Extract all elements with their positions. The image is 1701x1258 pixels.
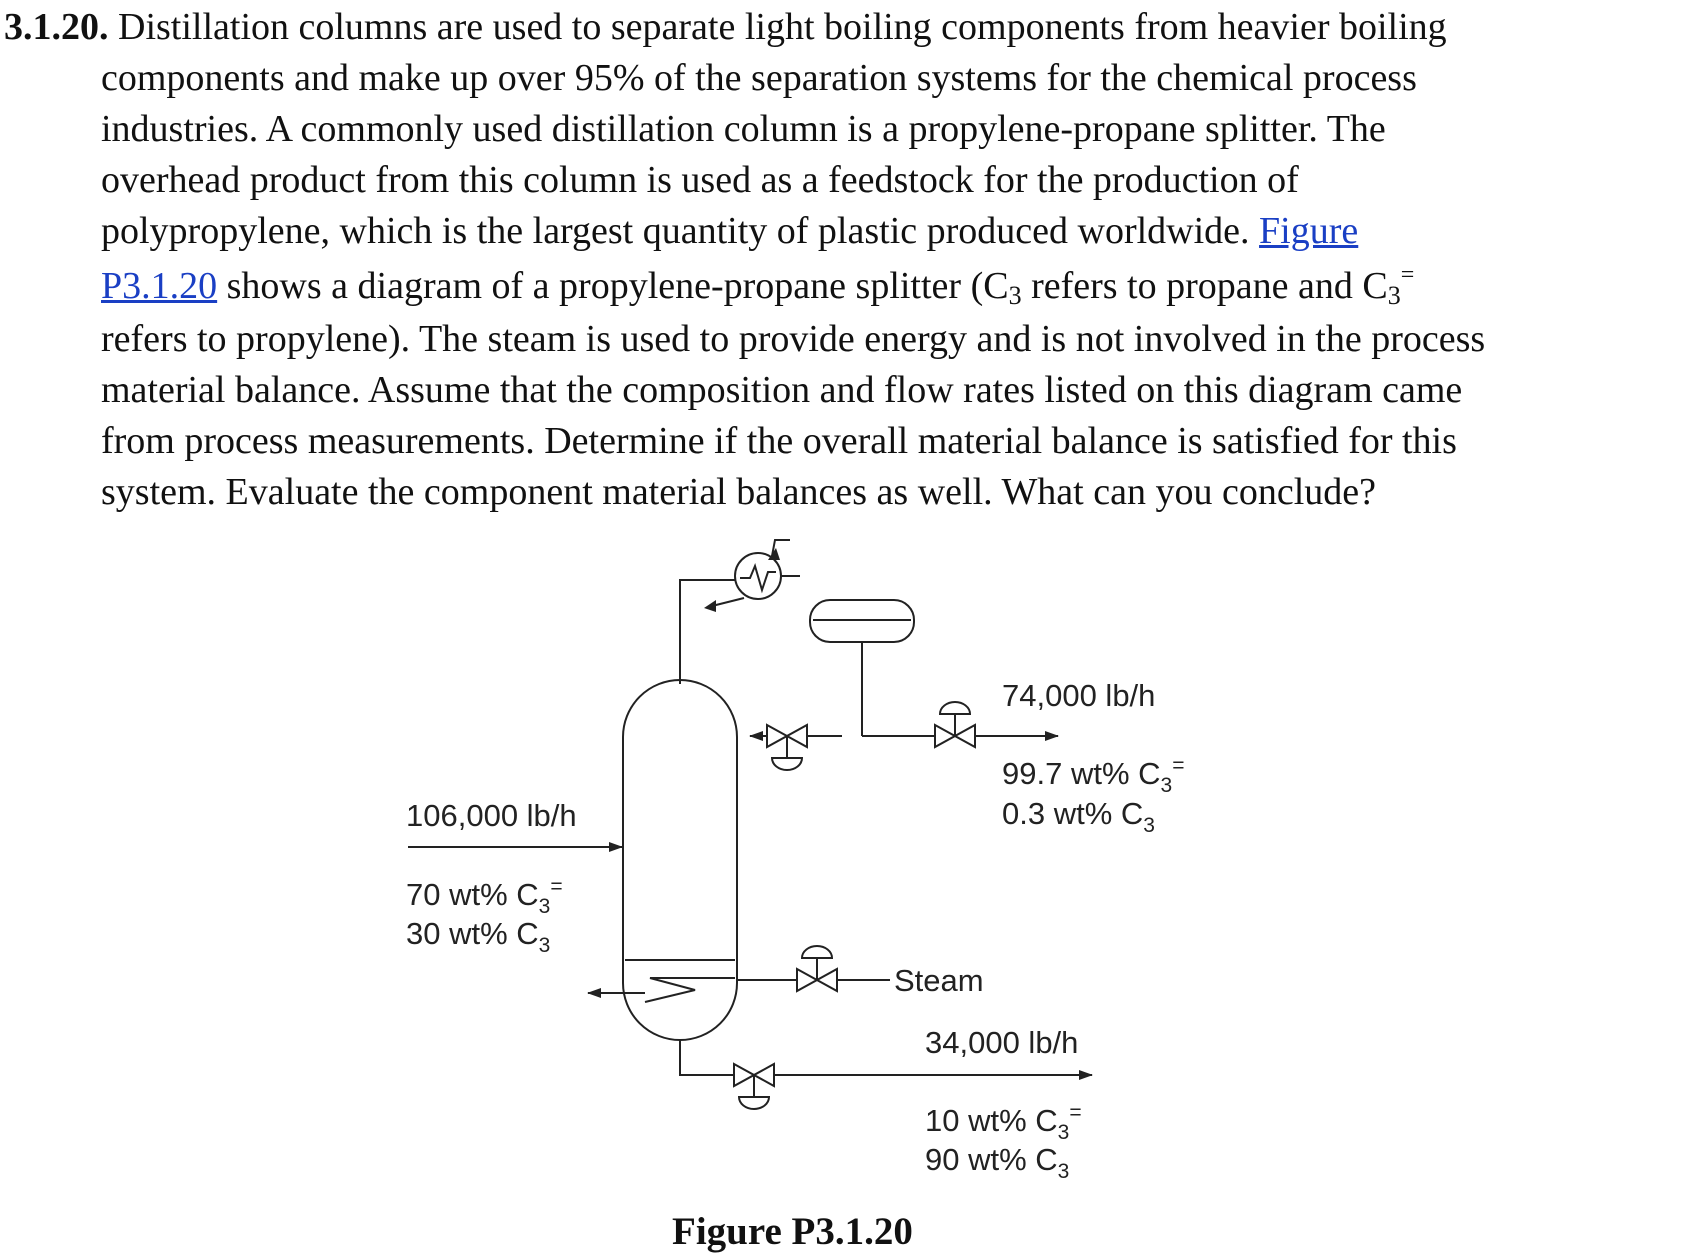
overhead-comp1-label: 99.7 wt% $C_3^=$ [1002, 754, 1185, 797]
bottoms-line [680, 1040, 734, 1075]
overhead-valve-actuator [940, 702, 970, 714]
figure-link[interactable]: Figure [1259, 210, 1359, 252]
problem-line-6: P3.1.20 shows a diagram of a propylene-propane splitter ($C_3$ refers to propane and $C_3^=$ [101, 262, 1415, 310]
overhead-vapor-line [680, 580, 735, 684]
problem-line-3: industries. A commonly used distillation column is a propylene-propane splitter. The [101, 108, 1386, 150]
problem-line-1: 3.1.20. Distillation columns are used to separate light boiling components from heavier boiling [4, 6, 1447, 48]
problem-number: 3.1.20. [4, 6, 109, 48]
problem-line-5: polypropylene, which is the largest quantity of plastic produced worldwide. Figure [101, 210, 1359, 252]
problem-line-4: overhead product from this column is used as a feedstock for the production of [101, 159, 1299, 201]
feed-flow-label: 106,000 lb/h [406, 798, 577, 833]
bottoms-comp1-label: 10 wt% $C_3^=$ [925, 1101, 1082, 1144]
overhead-flow-label: 74,000 lb/h [1002, 678, 1156, 713]
problem-line-7: refers to propylene). The steam is used to provide energy and is not involved in the process [101, 318, 1486, 360]
feed-comp1-label: 70 wt% $C_3^=$ [406, 875, 563, 918]
bottoms-valve-actuator [739, 1097, 769, 1109]
feed-comp2-label: 30 wt% $C_3$ [406, 916, 551, 957]
problem-line-2: components and make up over 95% of the separation systems for the chemical process [101, 57, 1417, 99]
bottoms-flow-label: 34,000 lb/h [925, 1025, 1079, 1060]
cooling-water-out [712, 598, 744, 606]
overhead-comp2-label: 0.3 wt% $C_3$ [1002, 796, 1155, 837]
steam-valve-actuator [802, 946, 832, 958]
bottoms-comp2-label: 90 wt% $C_3$ [925, 1142, 1070, 1183]
steam-label: Steam [894, 963, 984, 998]
reboiler-coil [645, 978, 735, 1002]
figure-link-continued[interactable]: P3.1.20 [101, 265, 218, 307]
condenser-symbol [740, 566, 776, 590]
problem-line-8: material balance. Assume that the composition and flow rates listed on this diagram came [101, 369, 1463, 411]
reflux-valve-actuator [772, 758, 802, 770]
problem-line-9: from process measurements. Determine if the overall material balance is satisfied for this [101, 420, 1457, 462]
problem-line-10: system. Evaluate the component material balances as well. What can you conclude? [101, 471, 1376, 513]
figure-caption: Figure P3.1.20 [672, 1210, 913, 1253]
